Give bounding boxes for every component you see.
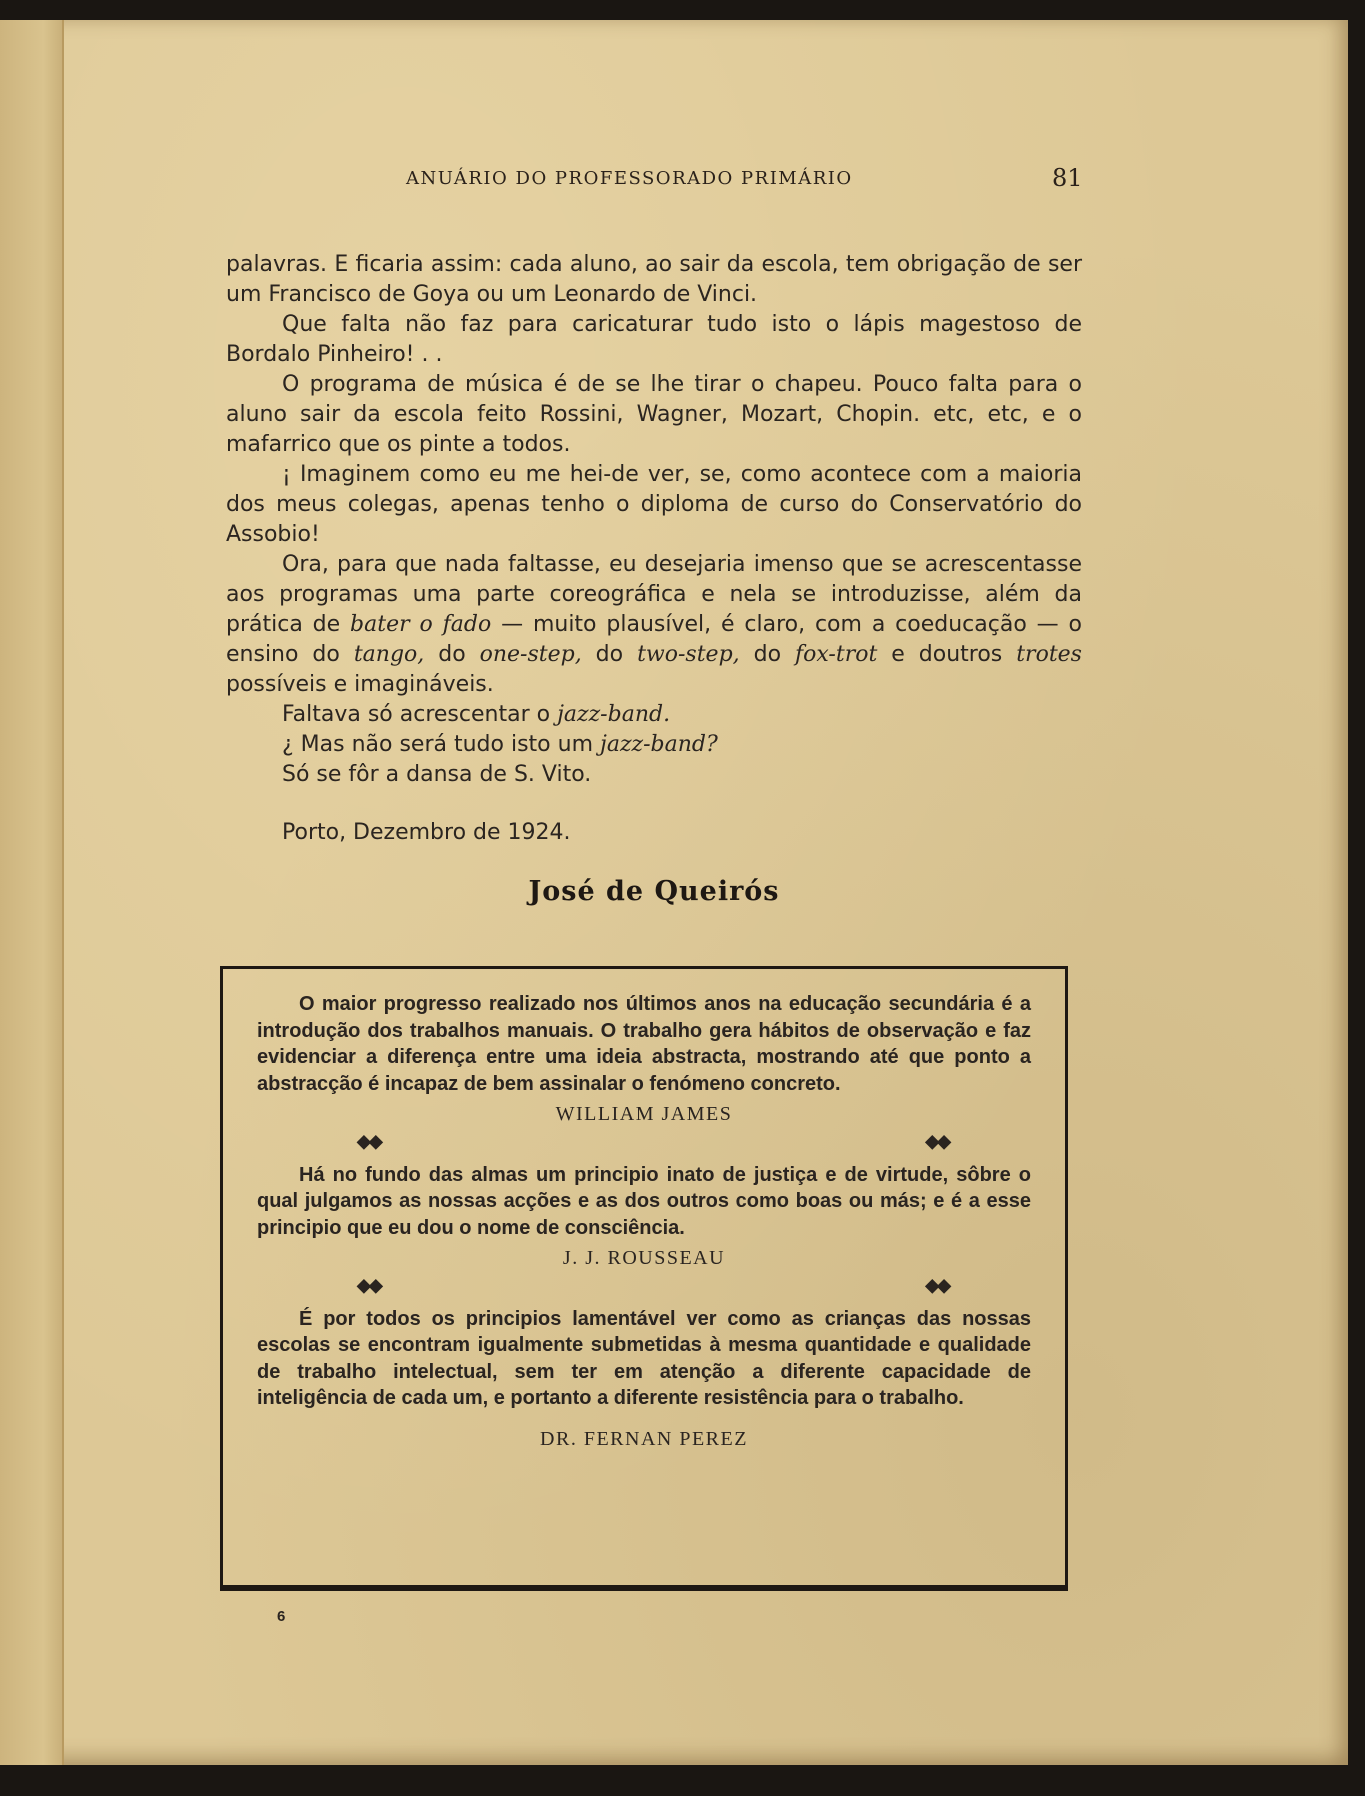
quote-1-text: O maior progresso realizado nos últimos anos na educação secundária é a introdução dos trabalhos manuais. O trabalho gera hábitos de observação e faz evidenciar a diferença entre uma ideia abstracta, mostrando até que ponto a abstracção é incapaz de bem assinalar o fenómeno concreto. (257, 993, 1031, 1095)
diamond-ornament-icon: ◆◆ (357, 1274, 381, 1295)
quote-2-author: J. J. ROUSSEAU (562, 1247, 726, 1269)
box-bottom-rule (220, 1588, 1068, 1591)
p5-italic-one-step: one-step, (479, 642, 582, 667)
quotes-box (220, 966, 1068, 1588)
p5-text-e: do (424, 642, 480, 667)
p6-text-a: Faltava só acrescentar o (282, 702, 558, 727)
p5-text-a: Ora, para que nada faltasse, eu desejaria imenso que se acrescentasse aos programas uma parte coreográfica e nela se introduzisse, além da prática de (226, 552, 1082, 637)
quote-3-text: É por todos os principios lamentável ver como as crianças das nossas escolas se encontram igualmente submetidas à mesma quantidade e qualidade de trabalho intelectual, sem ter em atenção a diferente capacidade de inteligência de cada um, e portanto a diferente resistência para o trabalho. (257, 1307, 1031, 1409)
p5-text-c: — muito plausível, é claro, com a coeducação — o ensino do (226, 612, 1082, 667)
p5-italic-trotes: trotes (1016, 642, 1082, 667)
p5-italic-bater-o-fado: bater o fado (350, 612, 492, 637)
page-number: 81 (1052, 164, 1083, 192)
paragraph-2: Que falta não faz para caricaturar tudo isto o lápis magestoso de Bordalo Pinheiro! . . (226, 312, 1082, 367)
paragraph-5 (226, 550, 1082, 700)
p5-text-i: do (739, 642, 796, 667)
p5-text-k: e doutros (877, 642, 1017, 667)
p5-italic-tango: tango, (353, 642, 425, 667)
diamond-ornament-icon: ◆◆ (357, 1130, 381, 1151)
paragraph-8: Só se fôr a dansa de S. Vito. (282, 762, 592, 787)
p5-italic-two-step: two-step, (637, 642, 740, 667)
paragraph-4: ¡ Imaginem como eu me hei-de ver, se, como acontece com a maioria dos meus colegas, apenas tenho o diploma de curso do Conservatório do Assobio! (226, 462, 1082, 547)
quote-3-author: DR. FERNAN PEREZ (540, 1427, 748, 1450)
dateline: Porto, Dezembro de 1924. (282, 820, 571, 845)
diamond-ornament-icon: ◆◆ (925, 1274, 949, 1295)
diamond-ornament-icon: ◆◆ (925, 1130, 949, 1151)
p6-italic-jazz-band: jazz-band. (557, 702, 671, 727)
paragraph-6 (226, 700, 1082, 730)
quote-2-text: Há no fundo das almas um principio inato de justiça e de virtude, sôbre o qual julgamos as nossas acções e as dos outros como boas ou más; e é a esse principio que eu dou o nome de consciência. (257, 1163, 1031, 1239)
printer-signature-mark: 6 (277, 1608, 286, 1625)
paragraph-3: O programa de música é de se lhe tirar o chapeu. Pouco falta para o aluno sair da escola feito Rossini, Wagner, Mozart, Chopin. etc, etc, e o mafarrico que os pinte a todos. (226, 372, 1082, 457)
p7-text-a: ¿ Mas não será tudo isto um (282, 732, 600, 757)
p7-italic-jazz-band: jazz-band? (600, 732, 718, 757)
quote-1-author: WILLIAM JAMES (555, 1103, 733, 1125)
p5-text-g: do (581, 642, 638, 667)
paragraph-7 (226, 730, 1082, 760)
binding-fold (0, 20, 64, 1765)
p5-text-m: possíveis e imagináveis. (226, 672, 494, 697)
ornament-row-1 (257, 1130, 1031, 1152)
p5-italic-fox-trot: fox-trot (795, 642, 878, 667)
author-signature: José de Queirós (528, 876, 780, 907)
running-title: ANUÁRIO DO PROFESSORADO PRIMÁRIO (406, 168, 853, 189)
ornament-row-2 (257, 1274, 1031, 1296)
article-body (226, 250, 1082, 848)
paragraph-1: palavras. E ficaria assim: cada aluno, ao sair da escola, tem obrigação de ser um Francisco de Goya ou um Leonardo de Vinci. (226, 252, 1082, 307)
